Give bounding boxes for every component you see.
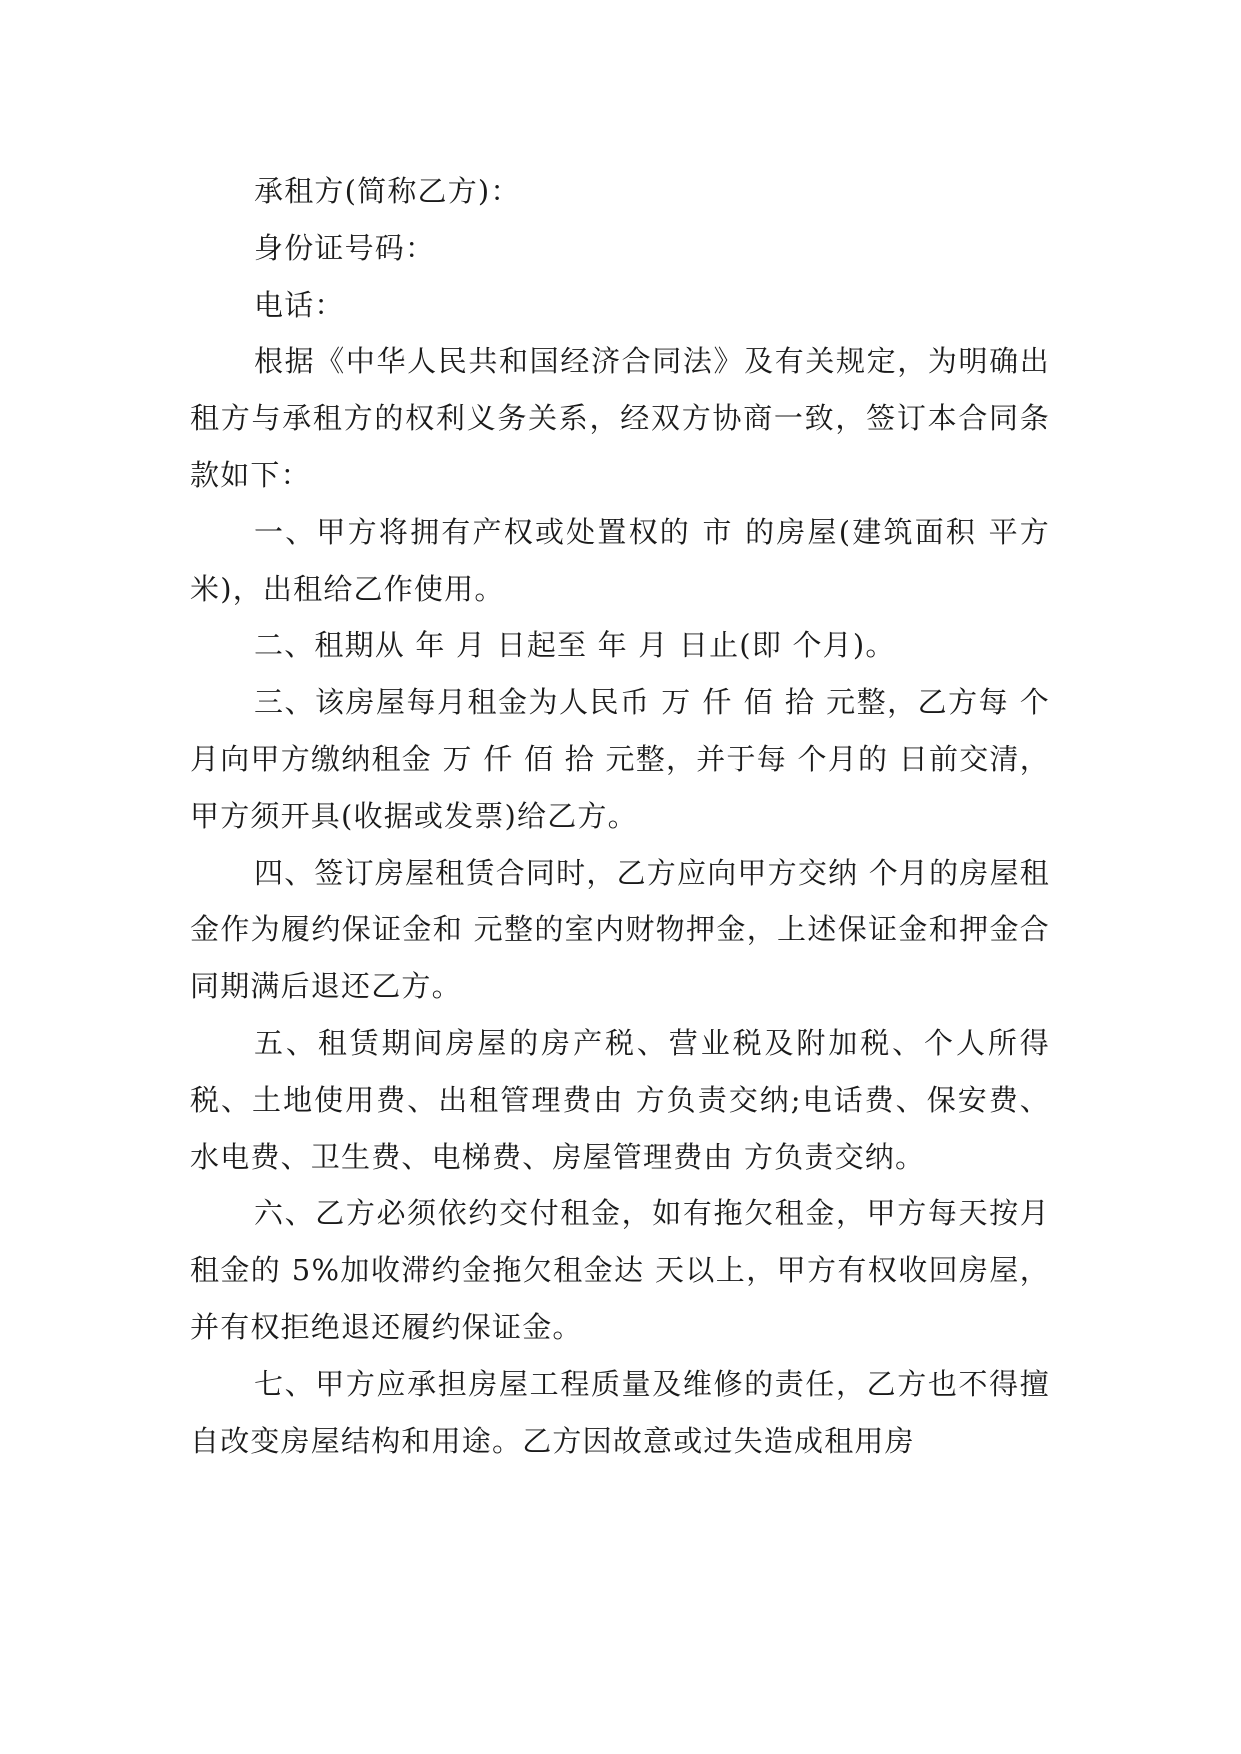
clause-7: 七、甲方应承担房屋工程质量及维修的责任，乙方也不得擅自改变房屋结构和用途。乙方因故意或过失造成租用房 <box>190 1366 1050 1458</box>
clause-3: 三、该房屋每月租金为人民币 万 仟 佰 拾 元整，乙方每 个月向甲方缴纳租金 万 仟 佰 拾 元整，并于每 个月的 日前交清，甲方须开具(收据或发票)给乙方。 <box>190 685 1050 833</box>
lessee-line: 承租方(简称乙方)： <box>254 174 521 208</box>
phone-line: 电话： <box>254 287 345 322</box>
document-body <box>190 163 1050 1469</box>
preamble-paragraph: 根据《中华人民共和国经济合同法》及有关规定，为明确出租方与承租方的权利义务关系，经双方协商一致，签订本合同条款如下： <box>190 344 1050 492</box>
clause-6: 六、乙方必须依约交付租金，如有拖欠租金，甲方每天按月租金的 5%加收滞约金拖欠租金达 天以上，甲方有权收回房屋，并有权拒绝退还履约保证金。 <box>190 1196 1050 1344</box>
clause-4: 四、签订房屋租赁合同时，乙方应向甲方交纳 个月的房屋租金作为履约保证金和 元整的室内财物押金，上述保证金和押金合同期满后退还乙方。 <box>190 855 1050 1004</box>
clause-5: 五、租赁期间房屋的房产税、营业税及附加税、个人所得税、土地使用费、出租管理费由 方负责交纳;电话费、保安费、水电费、卫生费、电梯费、房屋管理费由 方负责交纳。 <box>190 1025 1050 1174</box>
id-number-line: 身份证号码： <box>254 230 436 265</box>
clause-2: 二、租期从 年 月 日起至 年 月 日止(即 个月)。 <box>254 628 896 663</box>
clause-1: 一、甲方将拥有产权或处置权的 市 的房屋(建筑面积 平方米)，出租给乙作使用。 <box>190 514 1050 606</box>
